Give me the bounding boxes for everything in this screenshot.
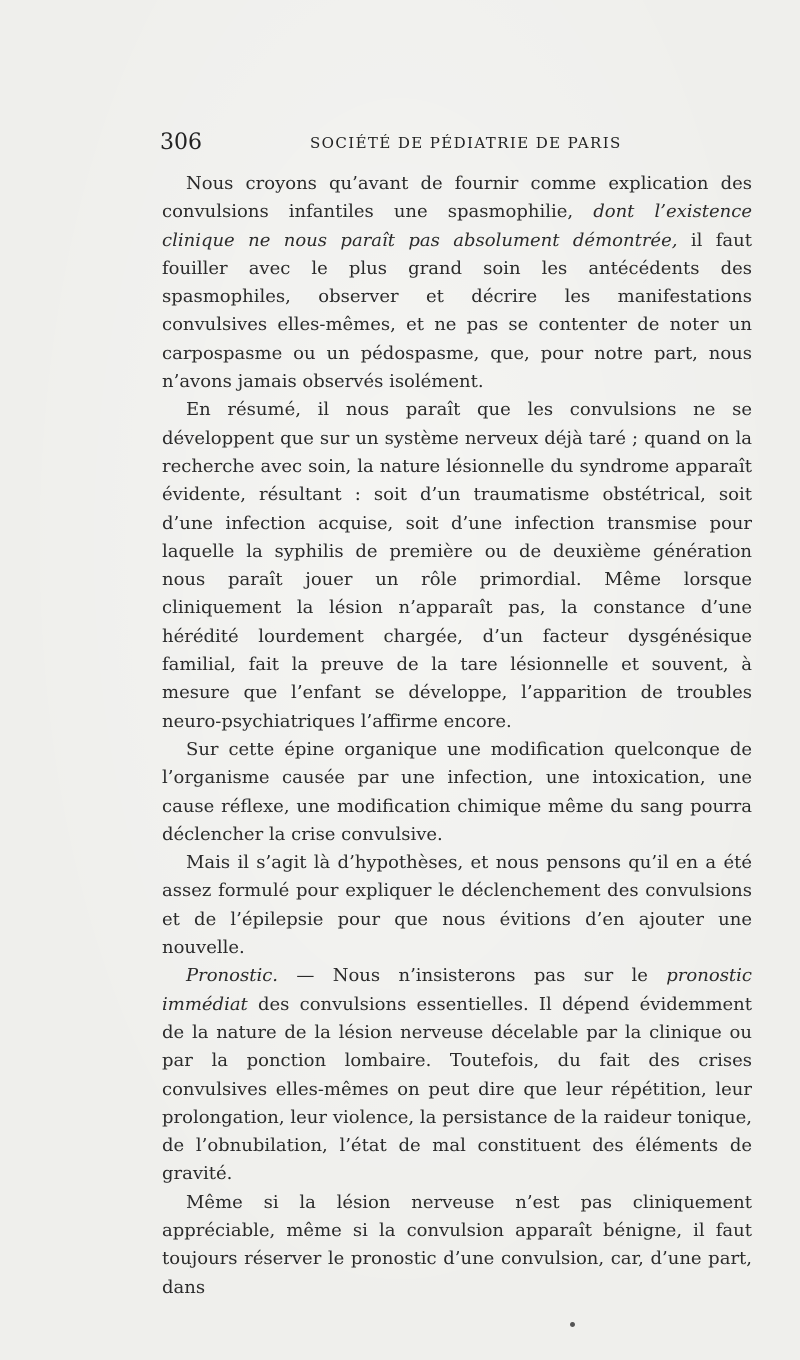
- paragraph-1-text-a: Nous croyons qu’avant de fournir comme explication des convulsions infantiles une spasmophilie,: [162, 173, 752, 223]
- paragraph-1-text-c: il faut fouiller avec le plus grand soin les antécédents des spasmophiles, observer et décrire les manifestations convulsives elles-mêmes, et ne pas se contenter de noter un carpospasme ou un pédospasme, que, pour notre part, nous n’avons jamais observés isolément.: [162, 229, 752, 393]
- paragraph-4: Mais il s’agit là d’hypothèses, et nous pensons qu’il en a été assez formulé pour expliquer le déclenchement des convulsions et de l’épilepsie pour que nous évitions d’en ajouter une nouvelle.: [162, 852, 752, 959]
- paragraph-3: Sur cette épine organique une modification quelconque de l’organisme causée par une infection, une intoxication, une cause réflexe, une modification chimique même du sang pourra déclencher la crise convulsive.: [162, 738, 752, 845]
- page-number: 306: [160, 130, 202, 155]
- page-header: [160, 128, 750, 158]
- paragraph-1: [162, 170, 752, 396]
- paragraph-2: En résumé, il nous paraît que les convulsions ne se développent que sur un système nerveux déjà taré ; quand on la recherche avec soin, la nature lésionnelle du syndrome apparaît évidente, résultant : soit d’un traumatisme obstétrical, soit d’une infection acquise, soit d’une infection transmise pour laquelle la syphilis de première ou de deuxième génération nous paraît jouer un rôle primordial. Même lorsque cliniquement la lésion n’apparaît pas, la constance d’une hérédité lourdement chargée, d’un facteur dysgénésique familial, fait la preuve de la tare lésionnelle et souvent, à mesure que l’enfant se développe, l’apparition de troubles neuro-psychiatriques l’affirme encore.: [162, 399, 752, 732]
- section-heading-pronostic: Pronostic.: [186, 965, 279, 987]
- paragraph-6: Même si la lésion nerveuse n’est pas cliniquement appréciable, même si la convulsion apparaît bénigne, il faut toujours réserver le pronostic d’une convulsion, car, d’une part, dans: [162, 1191, 752, 1298]
- ink-speck: [570, 1322, 575, 1327]
- paragraph-5-italic: pronostic immédiat: [162, 965, 752, 1015]
- paragraph-1-italic: dont l’existence clinique ne nous paraît pas absolument démontrée,: [162, 201, 752, 251]
- paragraph-5-text-b: — Nous n’insisterons pas sur le: [278, 965, 667, 987]
- body-text: [162, 170, 752, 1302]
- paragraph-5: [162, 962, 752, 1188]
- running-head: SOCIÉTÉ DE PÉDIATRIE DE PARIS: [310, 134, 622, 152]
- paragraph-5-text-d: des convulsions essentielles. Il dépend évidemment de la nature de la lésion nerveuse décelable par la clinique ou par la ponction lombaire. Toutefois, du fait des crises convulsives elles-mêmes on peut dire que leur répétition, leur prolongation, leur violence, la persistance de la raideur tonique, de l’obnubilation, l’état de mal constituent des éléments de gravité.: [162, 993, 752, 1185]
